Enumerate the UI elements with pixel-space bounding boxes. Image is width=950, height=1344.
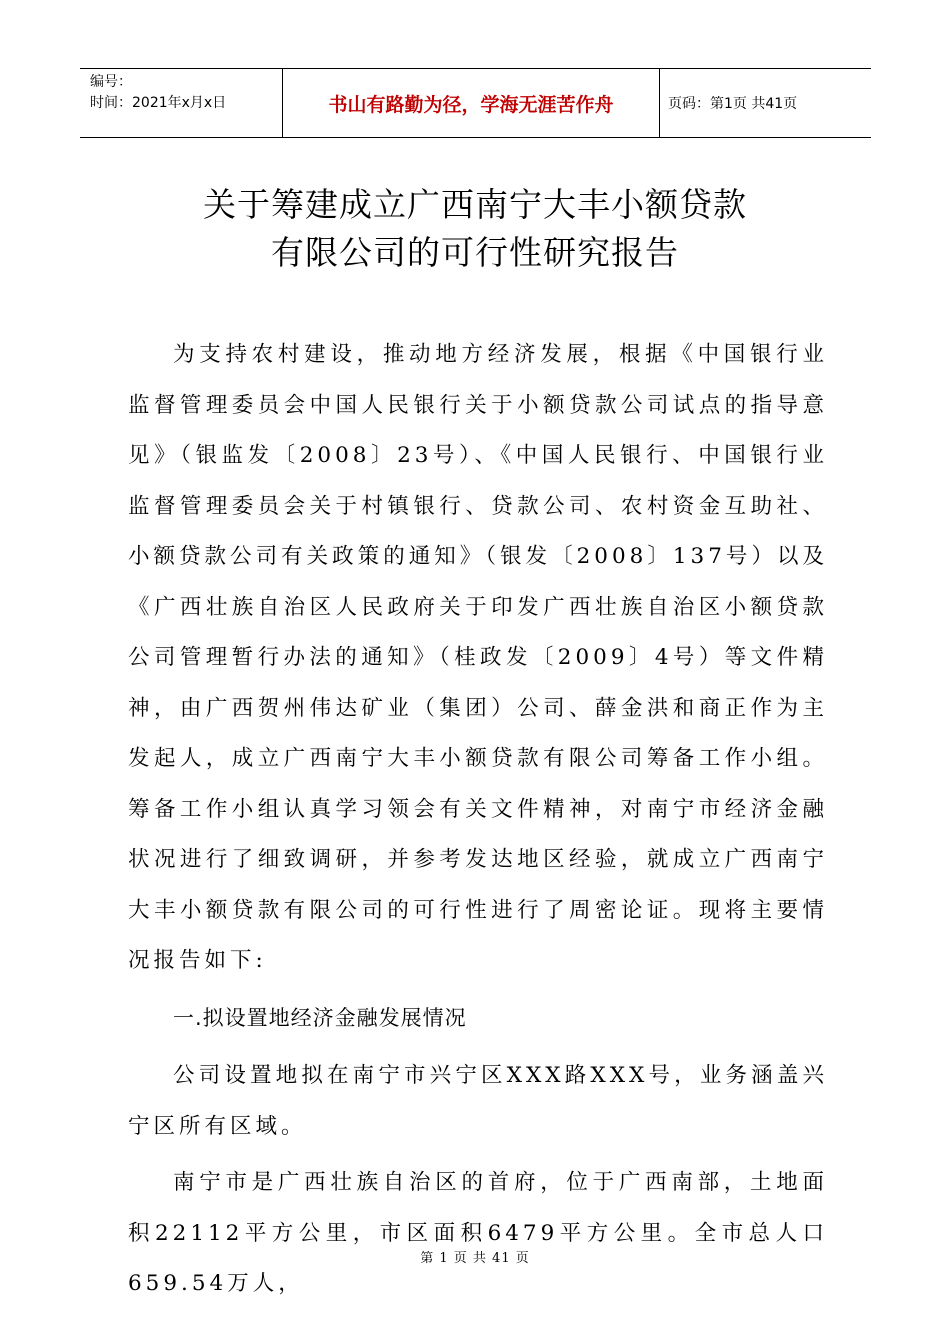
header-page-number: 页码：第1页 共41页 [668, 96, 798, 112]
location-paragraph: 公司设置地拟在南宁市兴宁区XXX路XXX号，业务涵盖兴宁区所有区域。 [128, 1063, 828, 1139]
header-meta [80, 69, 282, 137]
document-body [128, 330, 828, 1310]
page-footer: 第 1 页 共 41 页 [420, 1251, 530, 1266]
document-date: 时间：2021年x月x日 [90, 95, 227, 111]
section-heading-1: 一.拟设置地经济金融发展情况 [173, 1005, 467, 1030]
document-header [80, 68, 871, 138]
document-title-line2: 有限公司的可行性研究报告 [271, 233, 679, 272]
city-paragraph: 南宁市是广西壮族自治区的首府，位于广西南部，土地面积22112平方公里，市区面积6479平方公里。全市总人口659.54万人， [128, 1170, 828, 1296]
header-motto: 书山有路勤为径，学海无涯苦作舟 [282, 69, 660, 137]
intro-paragraph: 为支持农村建设，推动地方经济发展，根据《中国银行业监督管理委员会中国人民银行关于小额贷款公司试点的指导意见》（银监发〔2008〕23号）、《中国人民银行、中国银行业监督管理委员会关于村镇银行、贷款公司、农村资金互助社、小额贷款公司有关政策的通知》（银发〔2008〕137号）以及《广西壮族自治区人民政府关于印发广西壮族自治区小额贷款公司管理暂行办法的通知》（桂政发〔2009〕4号）等文件精神，由广西贺州伟达矿业（集团）公司、薛金洪和商正作为主发起人，成立广西南宁大丰小额贷款有限公司筹备工作小组。筹备工作小组认真学习领会有关文件精神，对南宁市经济金融状况进行了细致调研，并参考发达地区经验，就成立广西南宁大丰小额贷款有限公司的可行性进行了周密论证。现将主要情况报告如下: [128, 342, 828, 973]
document-title-line1: 关于筹建成立广西南宁大丰小额贷款 [203, 185, 747, 224]
document-number-label: 编号： [90, 74, 132, 90]
